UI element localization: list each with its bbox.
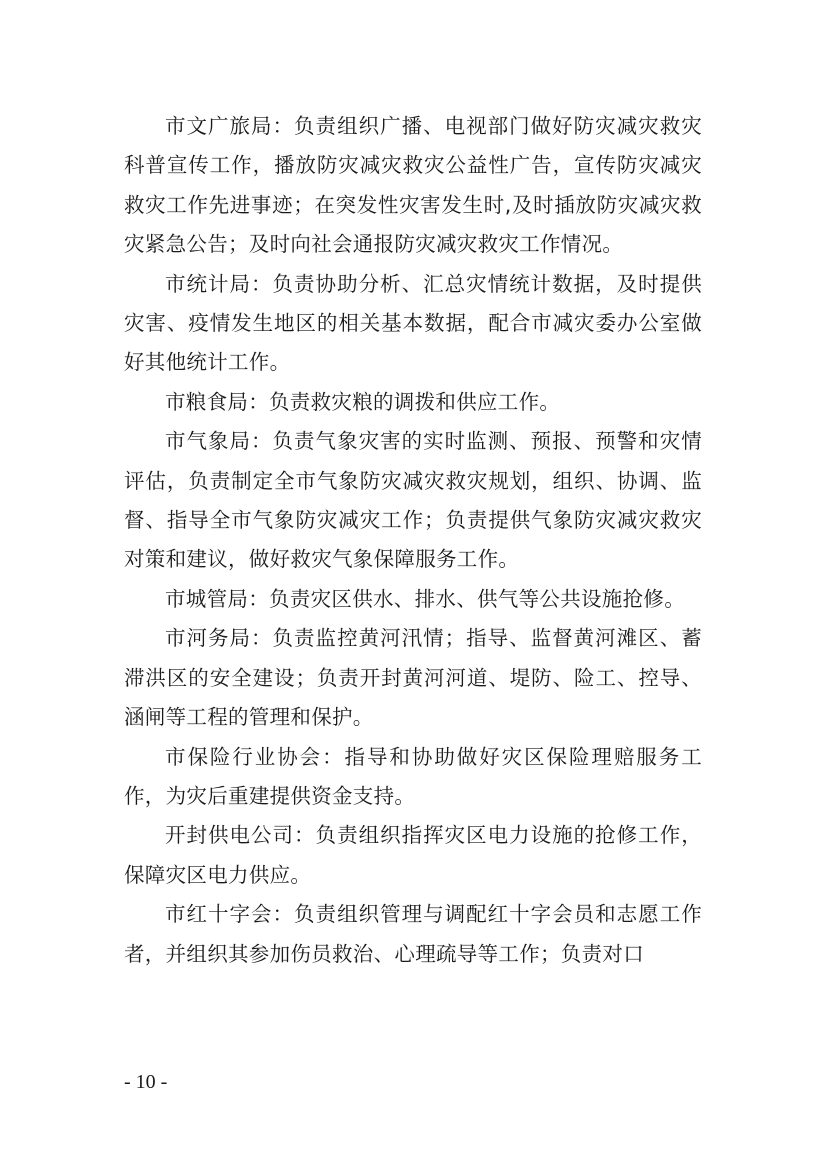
page-number: - 10 -	[124, 1071, 168, 1093]
paragraph-power-supply-company: 开封供电公司：负责组织指挥灾区电力设施的抢修工作，保障灾区电力供应。	[124, 823, 702, 887]
paragraph-statistics-bureau: 市统计局：负责协助分析、汇总灾情统计数据，及时提供灾害、疫情发生地区的相关基本数据，配合市减灾委办公室做好其他统计工作。	[124, 271, 702, 375]
paragraph-grain-bureau: 市粮食局：负责救灾粮的调拨和供应工作。	[165, 389, 561, 414]
paragraph-meteorological-bureau: 市气象局：负责气象灾害的实时监测、预报、预警和灾情评估，负责制定全市气象防灾减灾救灾规划，组织、协调、监督、指导全市气象防灾减灾工作；负责提供气象防灾减灾救灾对策和建议，做好救灾气象保障服务工作。	[124, 429, 702, 572]
paragraph-insurance-association: 市保险行业协会：指导和协助做好灾区保险理赔服务工作，为灾后重建提供资金支持。	[124, 744, 702, 808]
document-body	[124, 107, 702, 974]
paragraph-culture-tourism-bureau: 市文广旅局：负责组织广播、电视部门做好防灾减灾救灾科普宣传工作，播放防灾减灾救灾公益性广告，宣传防灾减灾救灾工作先进事迹；在突发性灾害发生时,及时插放防灾减灾救灾紧急公告；及时向社会通报防灾减灾救灾工作情况。	[124, 114, 702, 257]
paragraph-red-cross: 市红十字会：负责组织管理与调配红十字会员和志愿工作者，并组织其参加伤员救治、心理疏导等工作；负责对口	[124, 902, 702, 966]
paragraph-river-affairs-bureau: 市河务局：负责监控黄河汛情；指导、监督黄河滩区、蓄滞洪区的安全建设；负责开封黄河河道、堤防、险工、控导、涵闸等工程的管理和保护。	[124, 626, 702, 730]
paragraph-urban-management-bureau: 市城管局：负责灾区供水、排水、供气等公共设施抢修。	[165, 586, 685, 611]
